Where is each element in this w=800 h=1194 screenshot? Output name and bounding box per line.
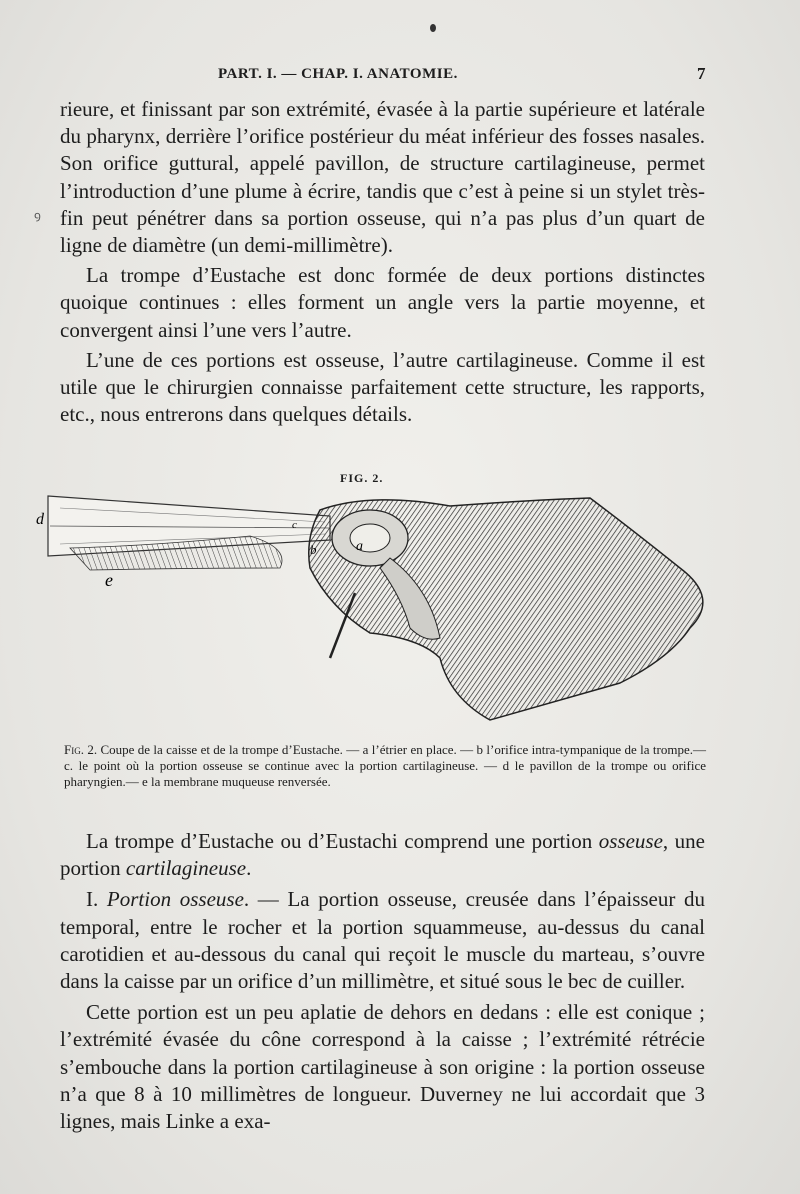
running-header bbox=[60, 62, 720, 86]
text-run: La trompe d’Eustache ou d’Eustachi comprend une portion bbox=[86, 829, 599, 853]
text-run: , une portion bbox=[60, 829, 705, 881]
figure-caption bbox=[64, 742, 706, 791]
paragraph: rieure, et finissant par son extrémité, évasée à la partie supérieure et latérale du pharynx, derrière l’orifice postérieur du méat inférieur des fosses nasales. Son orifice guttural, appelé pavillon, de structure cartilagineuse, permet l’introduction d’une plume à écrire, tandis que c’est à peine si un stylet très-fin peut pénétrer dans sa portion osseuse, qui n’a pas plus d’un quart de ligne de diamètre (un demi-millimètre). bbox=[60, 97, 705, 258]
text-run: . bbox=[246, 856, 252, 881]
page-number: 7 bbox=[697, 64, 706, 83]
print-mark bbox=[430, 24, 436, 32]
eustachian-tube-engraving bbox=[30, 488, 730, 728]
text-run: I. bbox=[86, 887, 107, 912]
figure-illustration bbox=[30, 488, 730, 728]
running-head: PART. I. — CHAP. I. ANATOMIE. bbox=[218, 66, 458, 82]
paragraph: Cette portion est un peu aplatie de dehors en dedans : elle est conique ; l’extrémité évasée du cône correspond à la caisse ; l’extrémité rétrécie s’embouche dans la portion cartilagineuse à son origine : la portion osseuse n’a que 8 à 10 millimètres de longueur. Duverney ne lui accordait que 3 lignes, mais Linke a exa- bbox=[60, 1000, 705, 1134]
label-d: d bbox=[36, 511, 44, 528]
paragraph: L’une de ces portions est osseuse, l’autre cartilagineuse. Comme il est utile que le chirurgien connaisse parfaitement cette structure, les rapports, etc., nous entrerons dans quelques détails. bbox=[60, 347, 705, 427]
figure-label: FIG. 2. bbox=[340, 471, 384, 485]
label-a: a bbox=[356, 539, 363, 554]
caption-text: Coupe de la caisse et de la trompe d’Eustache. — a l’étrier en place. — b l’orifice intra-tympanique de la trompe.— c. le point où la portion osseuse se continue avec la portion cartilagineuse. — d le pavillon de la trompe ou orifice pharyngien.— e la membrane muqueuse renversée. bbox=[64, 742, 706, 790]
italic-run: osseuse bbox=[598, 829, 663, 853]
text-run: . — La portion osseuse, creusée dans l’épaisseur du temporal, entre le rocher et la portion squammeuse, au-dessus du canal carotidien et au-dessous du canal qui reçoit le muscle du marteau, s’ouvre dans la caisse par un orifice d’un millimètre, et situé sous le bec de cuiller. bbox=[60, 887, 706, 994]
italic-run: cartilagineuse bbox=[125, 856, 247, 881]
label-c: c bbox=[292, 519, 297, 531]
paragraph bbox=[60, 886, 705, 995]
body-text-bottom bbox=[60, 828, 705, 1135]
caption-figure-ref: Fig. 2. bbox=[64, 742, 98, 757]
paragraph: La trompe d’Eustache est donc formée de deux portions distinctes quoique continues : elles forment un angle vers la partie moyenne, et convergent ainsi l’une vers l’autre. bbox=[60, 263, 705, 342]
body-text-top bbox=[60, 96, 705, 428]
label-b: b bbox=[310, 542, 317, 557]
label-e: e bbox=[105, 570, 113, 590]
paragraph bbox=[60, 828, 705, 882]
margin-mark: ꝰ bbox=[34, 208, 41, 228]
section-heading-italic: Portion osseuse bbox=[106, 887, 244, 912]
